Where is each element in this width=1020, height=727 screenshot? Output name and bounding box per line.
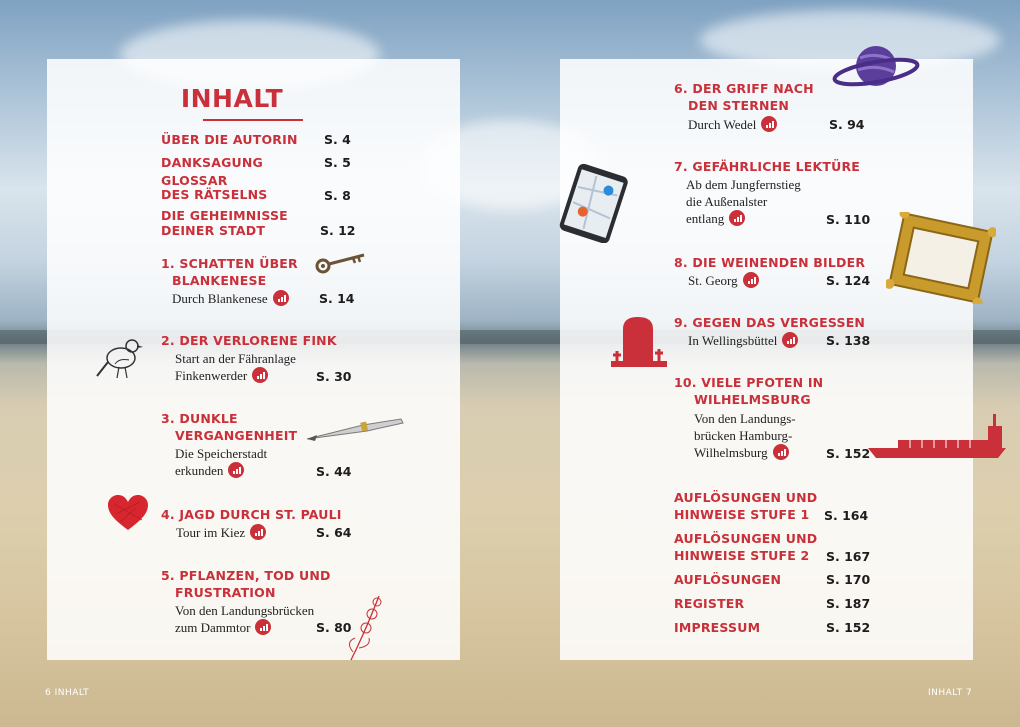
chapter-subtitle: Durch Wedel xyxy=(688,116,777,133)
toc-entry-page: S. 187 xyxy=(826,596,871,611)
difficulty-icon xyxy=(782,332,798,348)
chapter-page: S. 124 xyxy=(826,273,871,288)
key-icon xyxy=(314,250,368,276)
chapter-subtitle: Von den Landungsbrücken zum Dammtor xyxy=(175,603,315,635)
chapter-title: 4. JAGD DURCH ST. PAULI xyxy=(161,507,342,522)
chapter-title: 8. DIE WEINENDEN BILDER xyxy=(674,255,866,270)
chapter-subtitle: Start an der Fähranlage Finkenwerder xyxy=(175,351,296,383)
toc-entry-page: S. 4 xyxy=(324,132,351,147)
chapter-title: 7. GEFÄHRLICHE LEKTÜRE xyxy=(674,159,861,174)
smartphone-map-icon xyxy=(548,163,642,243)
toc-entry-page: S. 170 xyxy=(826,572,871,587)
page-title: INHALT xyxy=(180,84,284,113)
chapter-page: S. 30 xyxy=(316,369,352,384)
chapter-subtitle: Die Speicherstadt erkunden xyxy=(175,446,268,478)
chapter-title: 6. DER GRIFF NACH DEN STERNEN xyxy=(674,81,814,113)
toc-entry-title: REGISTER xyxy=(674,596,745,611)
chapter-page: S. 94 xyxy=(829,117,865,132)
container-ship-icon xyxy=(866,412,1014,460)
difficulty-icon xyxy=(773,444,789,460)
chapter-subtitle: Tour im Kiez xyxy=(176,524,266,541)
difficulty-icon xyxy=(255,619,271,635)
difficulty-icon xyxy=(228,462,244,478)
chapter-subtitle: Durch Blankenese xyxy=(172,290,289,307)
chapter-subtitle: In Wellingsbüttel xyxy=(688,332,798,349)
difficulty-icon xyxy=(761,116,777,132)
toc-entry-page: S. 5 xyxy=(324,155,351,170)
toc-entry-title: AUFLÖSUNGEN xyxy=(674,572,782,587)
difficulty-icon xyxy=(252,367,268,383)
chapter-title: 9. GEGEN DAS VERGESSEN xyxy=(674,315,866,330)
chapter-subtitle: Von den Landungs- brücken Hamburg- Wilhelmsburg xyxy=(694,411,796,460)
finch-icon xyxy=(95,334,147,382)
gravestone-icon xyxy=(607,313,669,369)
chapter-page: S. 64 xyxy=(316,525,352,540)
toc-entry-page: S. 12 xyxy=(320,223,356,238)
footer-left: 6 INHALT xyxy=(45,688,90,698)
toc-entry-page: S. 167 xyxy=(826,549,871,564)
toc-entry-title: AUFLÖSUNGEN UND HINWEISE STUFE 1 xyxy=(674,490,818,522)
fountain-pen-icon xyxy=(303,417,405,443)
toc-entry-page: S. 164 xyxy=(824,508,869,523)
chapter-page: S. 138 xyxy=(826,333,871,348)
chapter-page: S. 80 xyxy=(316,620,352,635)
chapter-title: 3. DUNKLE VERGANGENHEIT xyxy=(161,411,298,443)
toc-entry-title: AUFLÖSUNGEN UND HINWEISE STUFE 2 xyxy=(674,531,818,563)
chapter-title: 5. PFLANZEN, TOD UND FRUSTRATION xyxy=(161,568,331,600)
difficulty-icon xyxy=(273,290,289,306)
chapter-page: S. 110 xyxy=(826,212,871,227)
chapter-page: S. 152 xyxy=(826,446,871,461)
toc-entry-page: S. 8 xyxy=(324,188,351,203)
toc-entry-title: ÜBER DIE AUTORIN xyxy=(161,132,298,147)
toc-entry-title: DIE GEHEIMNISSE DEINER STADT xyxy=(161,208,288,238)
heart-icon xyxy=(106,494,150,532)
chapter-title: 10. VIELE PFOTEN IN WILHELMSBURG xyxy=(674,375,824,407)
planet-icon xyxy=(832,40,922,96)
difficulty-icon xyxy=(250,524,266,540)
chapter-title: 1. SCHATTEN ÜBER BLANKENESE xyxy=(161,256,298,288)
chapter-page: S. 44 xyxy=(316,464,352,479)
toc-entry-title: DANKSAGUNG xyxy=(161,155,264,170)
toc-entry-title: GLOSSAR DES RÄTSELNS xyxy=(161,173,268,202)
difficulty-icon xyxy=(729,210,745,226)
picture-frame-icon xyxy=(886,212,996,304)
chapter-title: 2. DER VERLORENE FINK xyxy=(161,333,337,348)
toc-entry-title: IMPRESSUM xyxy=(674,620,761,635)
difficulty-icon xyxy=(743,272,759,288)
toc-entry-page: S. 152 xyxy=(826,620,871,635)
footer-right: INHALT 7 xyxy=(928,688,973,698)
chapter-page: S. 14 xyxy=(319,291,355,306)
title-underline xyxy=(203,119,303,121)
chapter-subtitle: St. Georg xyxy=(688,272,759,289)
flower-icon xyxy=(343,592,387,662)
chapter-subtitle: Ab dem Jungfernstieg die Außenalster entlang xyxy=(686,177,801,226)
